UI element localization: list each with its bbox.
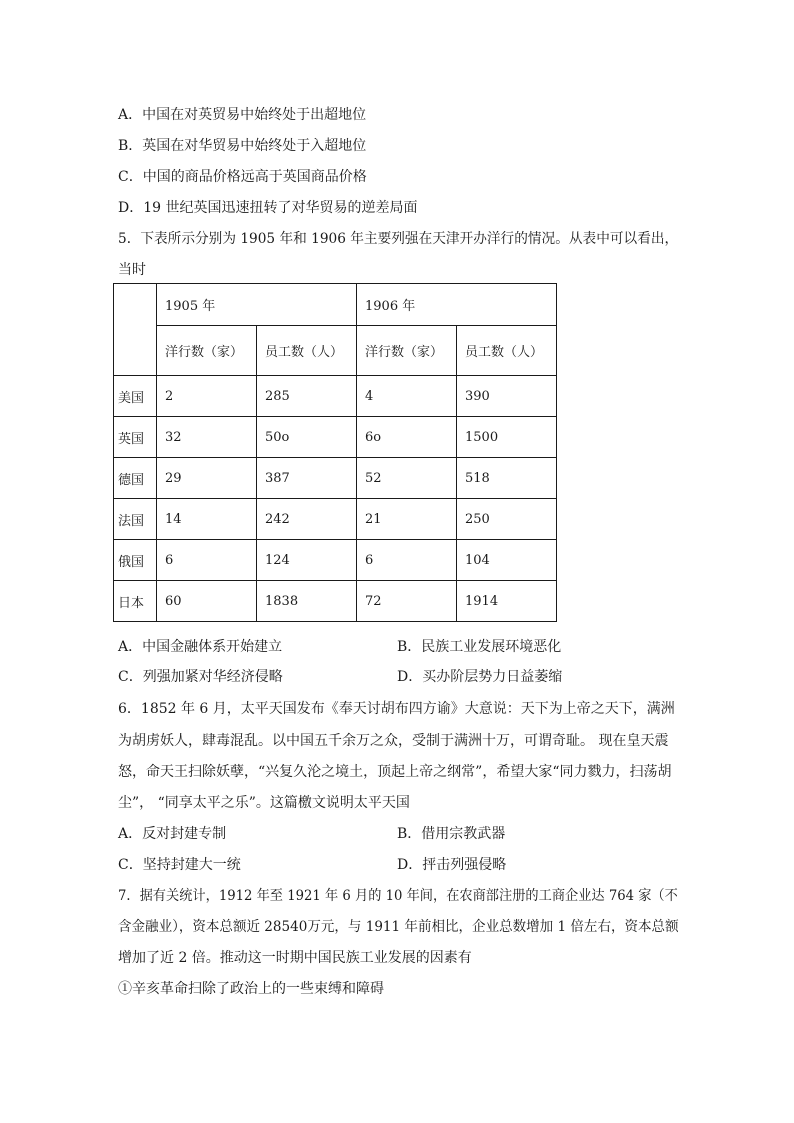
q7-stem-line3: 增加了近 2 倍。推动这一时期中国民族工业发展的因素有	[118, 950, 472, 966]
table-subheader-row	[114, 326, 557, 376]
table-corner-cell	[114, 284, 157, 376]
table-row	[114, 581, 557, 622]
table-cell: 6	[357, 540, 457, 581]
sub-header: 员工数（人）	[257, 326, 357, 376]
table-cell: 390	[457, 376, 557, 417]
table-cell: 1838	[257, 581, 357, 622]
q4-option-d: D．19 世纪英国迅速扭转了对华贸易的逆差局面	[118, 200, 418, 216]
q6-stem-line2: 为胡虏妖人，肆毒混乱。以中国五千余万之众，受制于满洲十万，可谓奇耻。 现在皇天震	[118, 733, 669, 749]
q4-option-c: C．中国的商品价格远高于英国商品价格	[118, 169, 367, 185]
q5-stem-line2: 当时	[118, 262, 146, 278]
sub-header: 洋行数（家）	[157, 326, 257, 376]
year-header-1906: 1906 年	[357, 284, 557, 326]
table-cell: 52	[357, 458, 457, 499]
q5-stem-line1: 5．下表所示分别为 1905 年和 1906 年主要列强在天津开办洋行的情况。从表中可以看出，	[118, 231, 679, 247]
table-cell: 6	[157, 540, 257, 581]
q5-option-a: A．中国金融体系开始建立	[118, 639, 283, 655]
table-cell: 29	[157, 458, 257, 499]
table-cell: 2	[157, 376, 257, 417]
q5-option-b: B．民族工业发展环境恶化	[397, 639, 562, 655]
table-cell: 32	[157, 417, 257, 458]
year-header-1905: 1905 年	[157, 284, 357, 326]
q6-option-c: C．坚持封建大一统	[118, 857, 241, 873]
country-cell: 俄国	[114, 540, 157, 581]
table-cell: 518	[457, 458, 557, 499]
q7-stem-line2: 含金融业），资本总额近 28540万元，与 1911 年前相比，企业总数增加 1 倍左右，资本总额	[118, 919, 679, 935]
table-cell: 4	[357, 376, 457, 417]
sub-header: 洋行数（家）	[357, 326, 457, 376]
table-row	[114, 499, 557, 540]
q5-data-table	[113, 283, 557, 622]
table-row	[114, 417, 557, 458]
q7-stem-line1: 7．据有关统计，1912 年至 1921 年 6 月的 10 年间，在农商部注册的工商企业达 764 家（不	[118, 888, 678, 904]
table-header-row	[114, 284, 557, 326]
table-cell: 242	[257, 499, 357, 540]
table-row	[114, 540, 557, 581]
q6-option-d: D．抨击列强侵略	[397, 857, 507, 873]
table-cell: 1914	[457, 581, 557, 622]
q6-stem-line3: 怒，命天王扫除妖孽，“兴复久沦之境土，顶起上帝之纲常”，希望大家“同力戮力，扫荡胡	[118, 764, 672, 780]
q5-option-d: D．买办阶层势力日益萎缩	[397, 669, 563, 685]
table-cell: 50o	[257, 417, 357, 458]
table-row	[114, 376, 557, 417]
table-row	[114, 458, 557, 499]
sub-header: 员工数（人）	[457, 326, 557, 376]
country-cell: 日本	[114, 581, 157, 622]
country-cell: 德国	[114, 458, 157, 499]
table-cell: 72	[357, 581, 457, 622]
q4-option-b: B．英国在对华贸易中始终处于入超地位	[118, 138, 367, 154]
table-cell: 387	[257, 458, 357, 499]
q6-option-a: A．反对封建专制	[118, 826, 227, 842]
table-cell: 124	[257, 540, 357, 581]
table-cell: 1500	[457, 417, 557, 458]
table-cell: 6o	[357, 417, 457, 458]
q6-option-b: B．借用宗教武器	[397, 826, 506, 842]
q7-statement-1: ①辛亥革命扫除了政治上的一些束缚和障碍	[118, 981, 384, 997]
q6-stem-line4: 尘”， “同享太平之乐”。这篇檄文说明太平天国	[118, 795, 410, 811]
country-cell: 英国	[114, 417, 157, 458]
q5-option-c: C．列强加紧对华经济侵略	[118, 669, 283, 685]
table-cell: 21	[357, 499, 457, 540]
table-cell: 14	[157, 499, 257, 540]
q6-stem-line1: 6．1852 年 6 月，太平天国发布《奉天讨胡布四方谕》大意说：天下为上帝之天下，满洲	[118, 701, 675, 717]
q4-option-a: A．中国在对英贸易中始终处于出超地位	[118, 107, 367, 123]
table-cell: 285	[257, 376, 357, 417]
table-cell: 104	[457, 540, 557, 581]
country-cell: 法国	[114, 499, 157, 540]
table-cell: 250	[457, 499, 557, 540]
table-cell: 60	[157, 581, 257, 622]
country-cell: 美国	[114, 376, 157, 417]
